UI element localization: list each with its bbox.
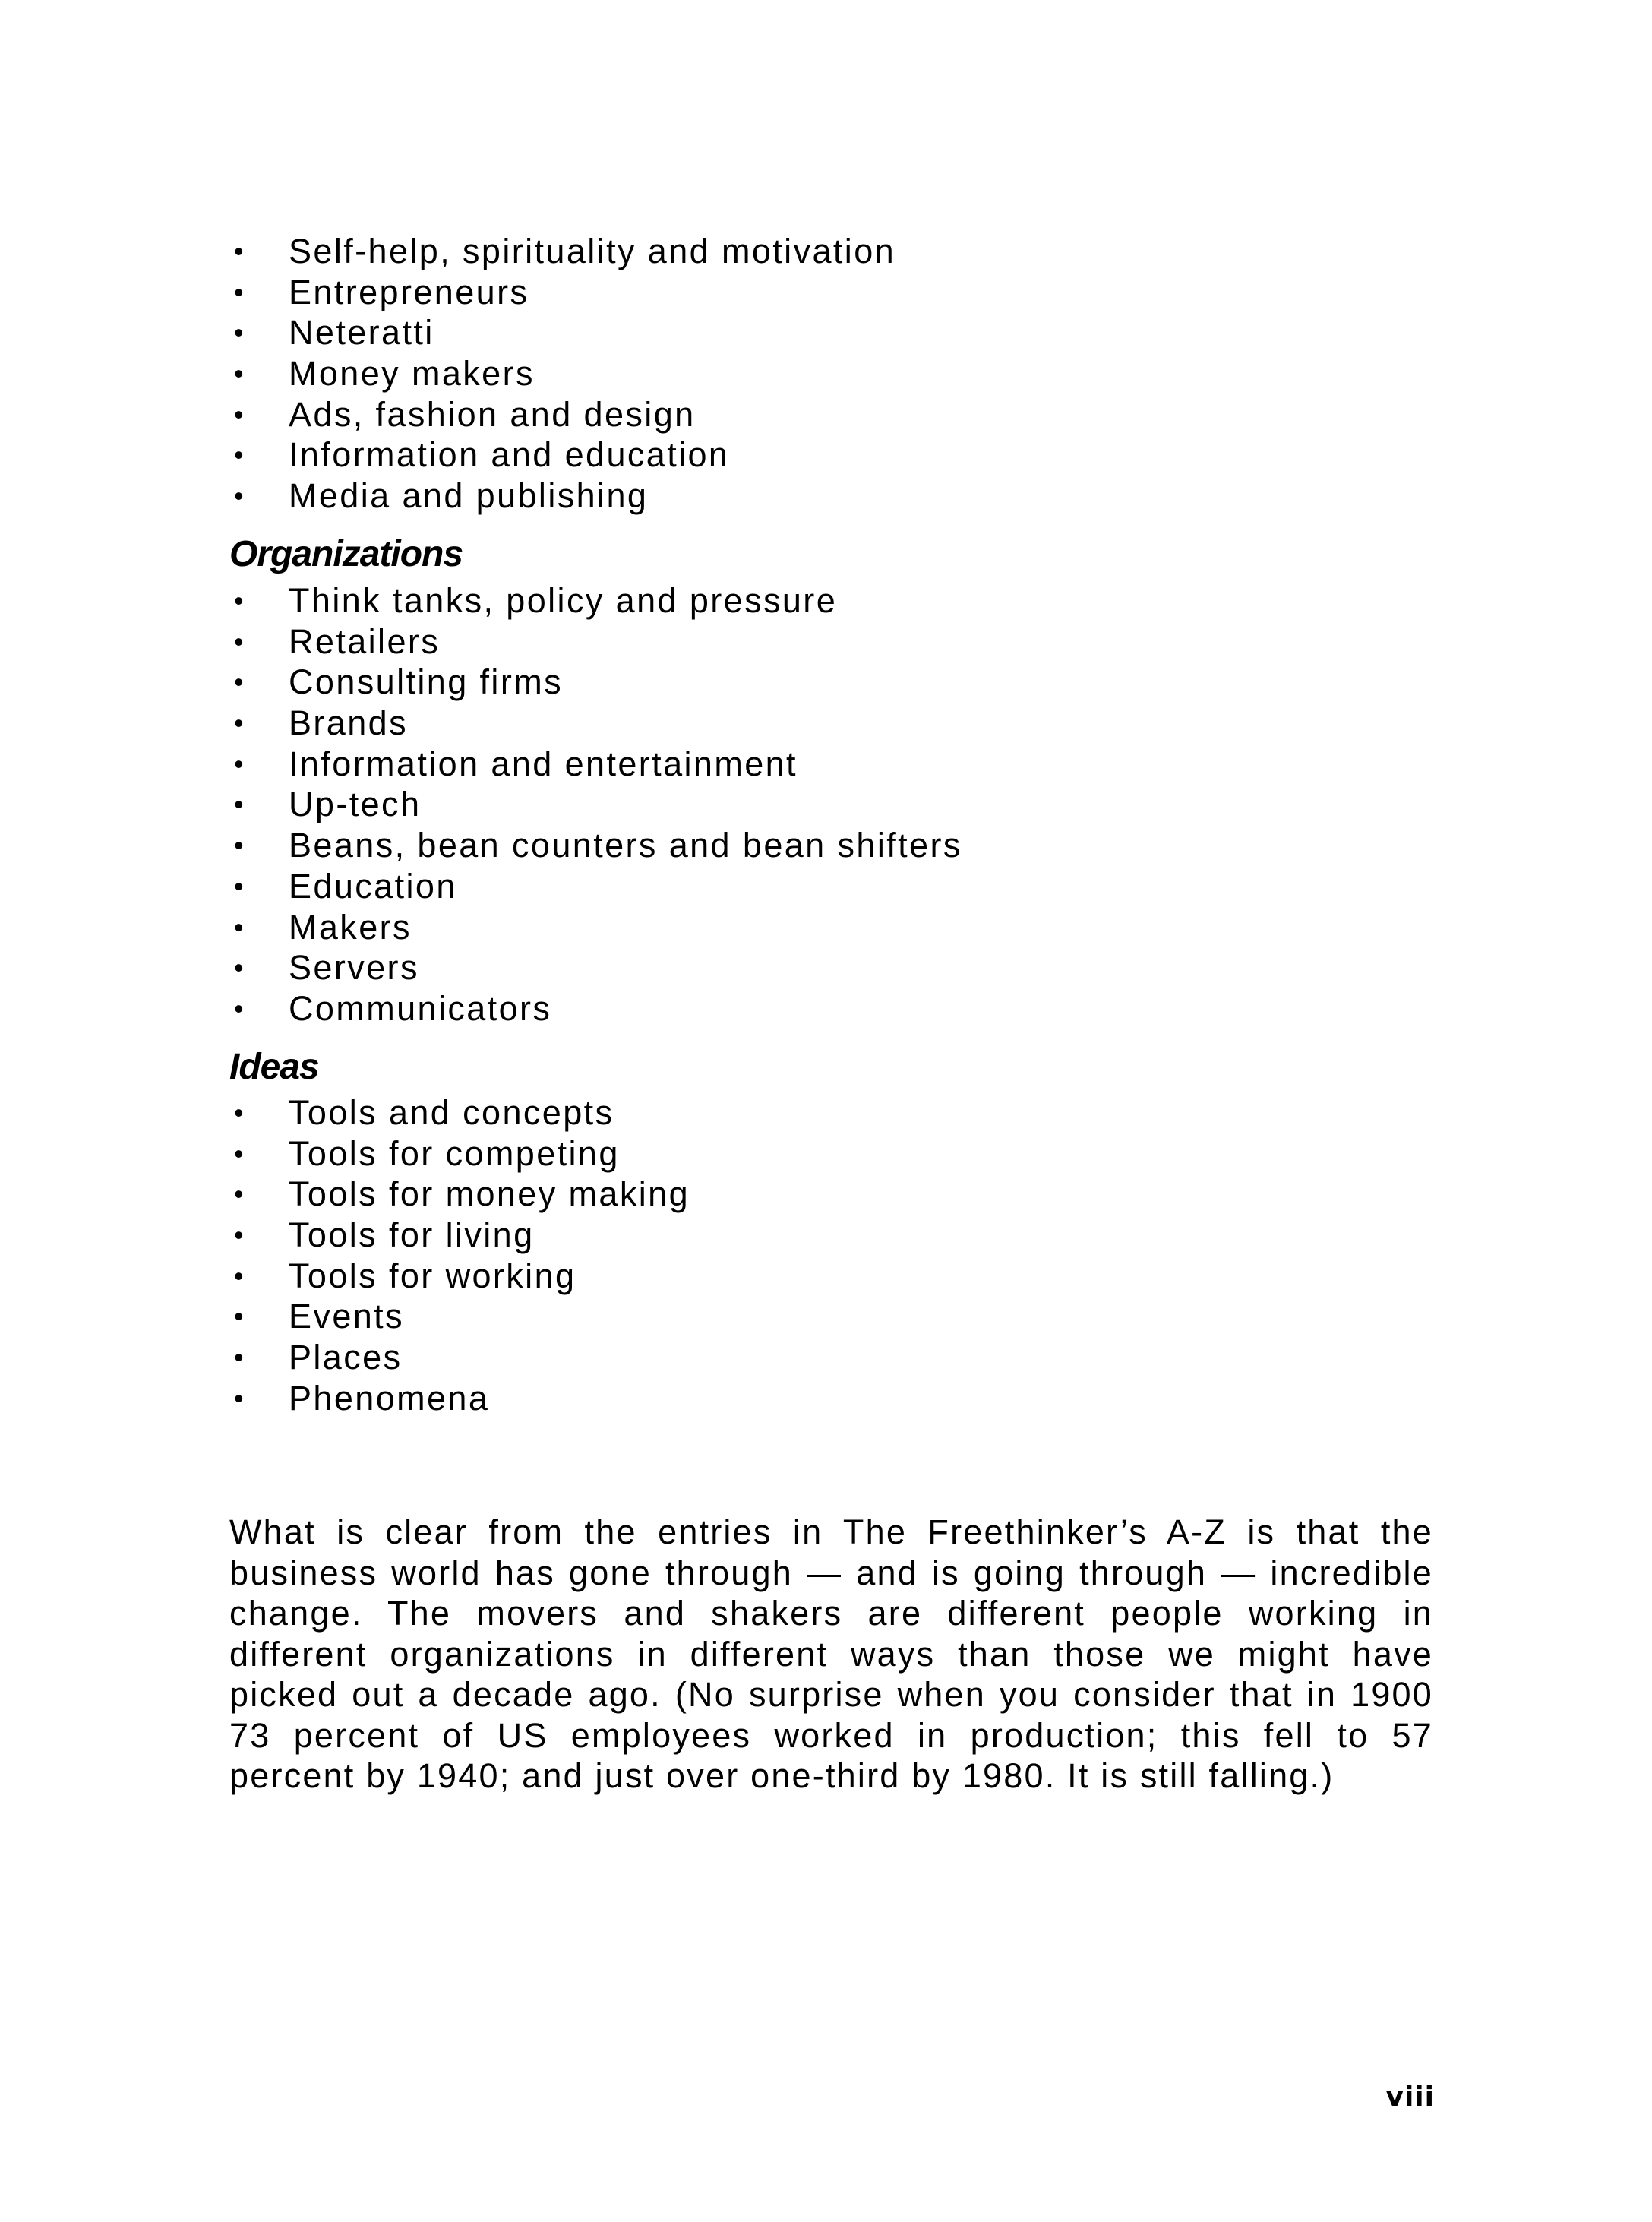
list-item-text: Consulting firms [289, 662, 564, 702]
list-item [228, 394, 1443, 435]
list-item [228, 947, 1443, 988]
bullet-icon: • [234, 830, 244, 861]
list-item [228, 825, 1443, 866]
bullet-icon: • [234, 789, 244, 820]
list-item [228, 1378, 1443, 1419]
bullet-icon: • [234, 1382, 244, 1414]
list-item-text: Information and education [289, 435, 730, 475]
list-item-text: Ads, fashion and design [289, 394, 696, 434]
bullet-icon: • [234, 1219, 244, 1251]
page-number: viii [1385, 2081, 1435, 2113]
list-item-text: Events [289, 1297, 404, 1336]
list-item [228, 988, 1443, 1029]
bullet-icon: • [234, 358, 244, 390]
list-item [228, 1215, 1443, 1256]
bullet-icon: • [234, 911, 244, 943]
list-item [228, 312, 1443, 353]
list-item-text: Communicators [289, 988, 552, 1028]
bullet-icon: • [234, 992, 244, 1024]
bullet-icon: • [234, 585, 244, 616]
bullet-icon: • [234, 439, 244, 471]
list-item [228, 1133, 1443, 1174]
list-item [228, 907, 1443, 948]
section-heading-organizations: Organizations [229, 534, 463, 574]
list-item [228, 784, 1443, 825]
list-item [228, 662, 1443, 703]
section-heading-ideas: Ideas [229, 1047, 319, 1087]
list-item [228, 1092, 1443, 1133]
list-item-text: Phenomena [289, 1378, 490, 1418]
list-item-text: Education [289, 866, 457, 906]
list-item [228, 231, 1443, 272]
list-item-text: Neteratti [289, 313, 434, 352]
list-item-text: Tools for competing [289, 1133, 620, 1173]
bullet-icon: • [234, 666, 244, 698]
category-list-ideas [228, 1092, 1443, 1419]
list-item-text: Think tanks, policy and pressure [289, 581, 838, 620]
category-list-people [228, 231, 1443, 517]
bullet-icon: • [234, 625, 244, 657]
bullet-icon: • [234, 748, 244, 779]
list-item [228, 744, 1443, 785]
list-item [228, 476, 1443, 517]
list-item [228, 703, 1443, 744]
bullet-icon: • [234, 480, 244, 512]
list-item [228, 1174, 1443, 1215]
list-item-text: Servers [289, 948, 419, 988]
bullet-icon: • [234, 952, 244, 984]
list-item-text: Retailers [289, 621, 441, 661]
list-item-text: Beans, bean counters and bean shifters [289, 826, 962, 865]
list-item-text: Self-help, spirituality and motivation [289, 232, 896, 270]
list-item-text: Brands [289, 703, 408, 743]
list-item-text: Tools for working [289, 1256, 576, 1295]
bullet-icon: • [234, 276, 244, 308]
bullet-icon: • [234, 1178, 244, 1210]
bullet-icon: • [234, 707, 244, 739]
list-item-text: Tools for money making [289, 1174, 690, 1214]
list-item [228, 621, 1443, 662]
list-item [228, 435, 1443, 476]
list-item [228, 1256, 1443, 1297]
bullet-icon: • [234, 1260, 244, 1291]
bullet-icon: • [234, 1137, 244, 1169]
list-item-text: Makers [289, 907, 412, 947]
list-item [228, 1296, 1443, 1337]
bullet-icon: • [234, 317, 244, 349]
list-item [228, 580, 1443, 621]
bullet-icon: • [234, 1301, 244, 1332]
list-item [228, 353, 1443, 394]
bullet-icon: • [234, 870, 244, 902]
list-item [228, 866, 1443, 907]
list-item [228, 1337, 1443, 1378]
list-item-text: Entrepreneurs [289, 272, 529, 311]
bullet-icon: • [234, 398, 244, 430]
bullet-icon: • [234, 235, 244, 267]
list-item-text: Places [289, 1338, 403, 1377]
bullet-icon: • [234, 1342, 244, 1373]
list-item-text: Tools and concepts [289, 1093, 614, 1132]
list-item-text: Information and entertainment [289, 744, 798, 783]
list-item-text: Up-tech [289, 785, 422, 824]
category-list-organizations [228, 580, 1443, 1029]
list-item-text: Money makers [289, 354, 535, 394]
body-paragraph: What is clear from the entries in The Freethinker’s A-Z is that the business world has gone through — and is going through — incredible change. The movers and shakers are different people working in different organizations in different ways than those we might have picked out a decade ago. (No surprise when you consider that in 1900 73 percent of US employees worked in production; this fell to 57 percent by 1940; and just over one-third by 1980. It is still falling.) [229, 1512, 1433, 1795]
bullet-icon: • [234, 1097, 244, 1128]
list-item-text: Tools for living [289, 1215, 535, 1255]
list-item [228, 272, 1443, 313]
list-item-text: Media and publishing [289, 476, 649, 516]
